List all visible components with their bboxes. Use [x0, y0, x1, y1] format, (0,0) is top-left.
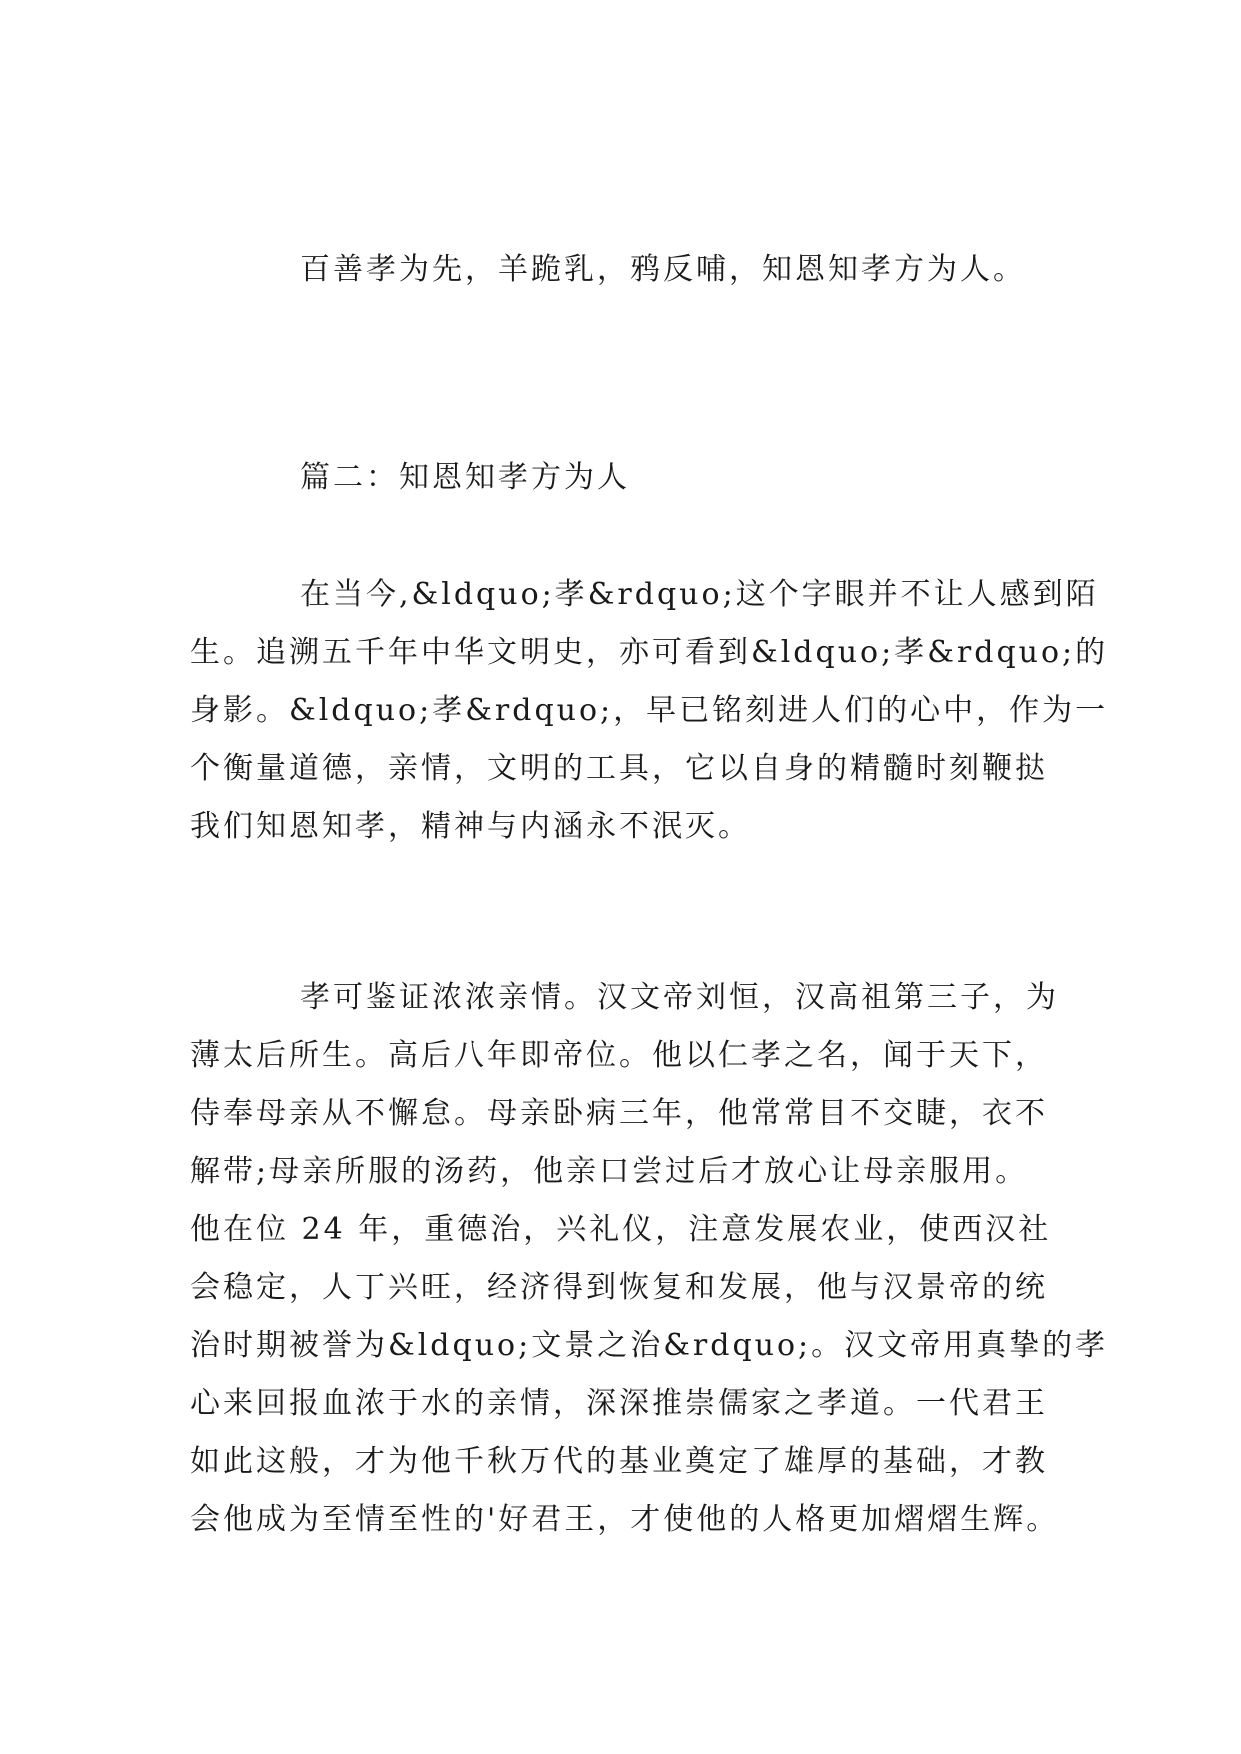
paragraph-line: 会他成为至情至性的'好君王，才使他的人格更加熠熠生辉。: [190, 1502, 1060, 1537]
paragraph-line: 孝可鉴证浓浓亲情。汉文帝刘恒，汉高祖第三子，为: [300, 980, 1059, 1015]
paragraph-line: 解带;母亲所服的汤药，他亲口尝过后才放心让母亲服用。: [190, 1154, 1029, 1189]
paragraph-line: 治时期被誉为&ldquo;文景之治&rdquo;。汉文帝用真挚的孝: [190, 1328, 1109, 1363]
opening-line: 百善孝为先，羊跪乳，鸦反哺，知恩知孝方为人。: [300, 252, 1026, 287]
paragraph-line: 薄太后所生。高后八年即帝位。他以仁孝之名，闻于天下，: [190, 1038, 1048, 1073]
paragraph-line: 他在位 24 年，重德治，兴礼仪，注意发展农业，使西汉社: [190, 1212, 1052, 1247]
paragraph-line: 在当今,&ldquo;孝&rdquo;这个字眼并不让人感到陌: [300, 577, 1099, 612]
paragraph-line: 身影。&ldquo;孝&rdquo;，早已铭刻进人们的心中，作为一: [190, 693, 1109, 728]
paragraph-line: 心来回报血浓于水的亲情，深深推崇儒家之孝道。一代君王: [190, 1386, 1048, 1421]
paragraph-line: 生。追溯五千年中华文明史，亦可看到&ldquo;孝&rdquo;的: [190, 635, 1109, 670]
paragraph-line: 侍奉母亲从不懈怠。母亲卧病三年，他常常目不交睫，衣不: [190, 1096, 1048, 1131]
paragraph-line: 个衡量道德，亲情，文明的工具，它以自身的精髓时刻鞭挞: [190, 751, 1048, 786]
paragraph-line: 会稳定，人丁兴旺，经济得到恢复和发展，他与汉景帝的统: [190, 1270, 1048, 1305]
paragraph-line: 如此这般，才为他千秋万代的基业奠定了雄厚的基础，才教: [190, 1444, 1048, 1479]
paragraph-line: 我们知恩知孝，精神与内涵永不泯灭。: [190, 809, 751, 844]
section-heading: 篇二：知恩知孝方为人: [300, 460, 630, 495]
